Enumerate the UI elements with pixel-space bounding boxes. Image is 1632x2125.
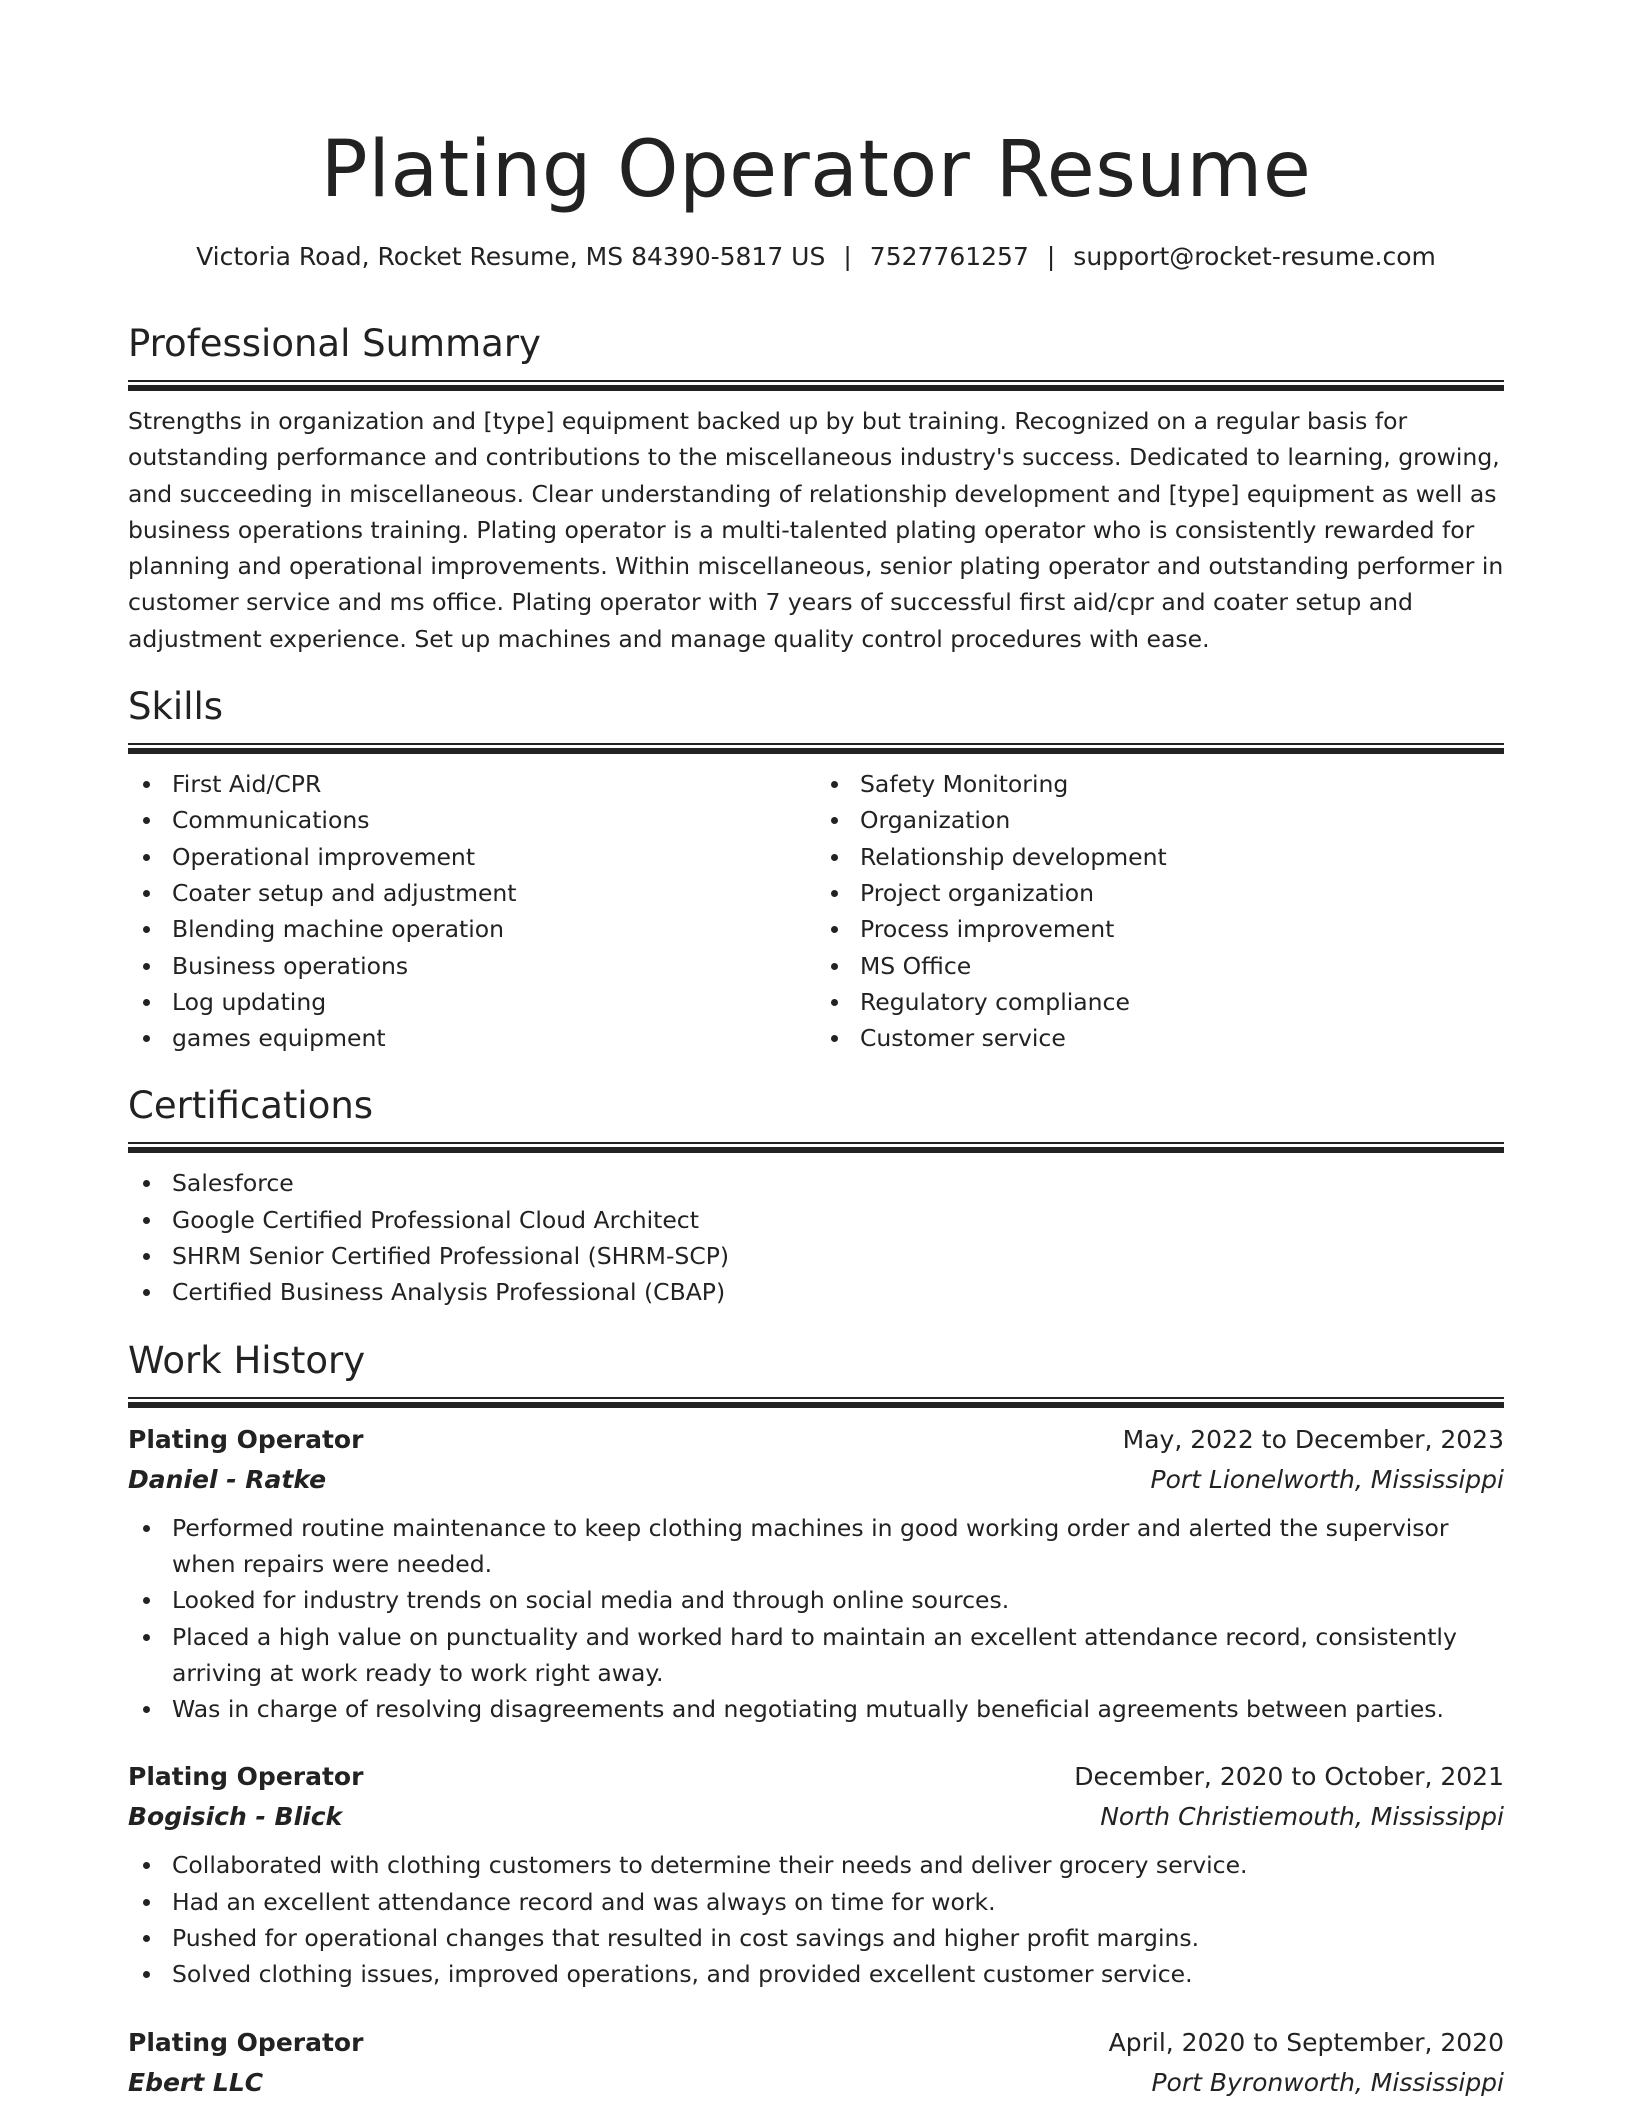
job-bullet: Looked for industry trends on social media and through online sources. (172, 1582, 1504, 1618)
job-location: North Christiemouth, Mississippi (1100, 1802, 1504, 1832)
contact-separator: | (1046, 242, 1056, 271)
skill-item: Operational improvement (172, 839, 816, 875)
skill-item: Regulatory compliance (860, 984, 1504, 1020)
job-bullets (128, 1847, 1504, 1992)
skill-item: Communications (172, 802, 816, 838)
skills-list-left (128, 766, 816, 1056)
job-bullet: Pushed for operational changes that resulted in cost savings and higher profit margins. (172, 1920, 1504, 1956)
certification-item: Google Certified Professional Cloud Architect (172, 1202, 1504, 1238)
skills-section (128, 683, 1504, 1056)
job-company: Bogisich - Blick (128, 1802, 343, 1832)
summary-section (128, 320, 1504, 657)
contact-line (128, 240, 1504, 274)
skill-item: Log updating (172, 984, 816, 1020)
certifications-list (128, 1165, 1504, 1310)
section-divider (128, 1142, 1504, 1153)
skill-item: Coater setup and adjustment (172, 875, 816, 911)
job-dates: May, 2022 to December, 2023 (1122, 1424, 1504, 1454)
skill-item: Customer service (860, 1020, 1504, 1056)
work-history-section (128, 1337, 1504, 2103)
skills-heading: Skills (128, 685, 224, 729)
summary-text: Strengths in organization and [type] equipment backed up by but training. Recognized on a regular basis for outstanding performance and contributions to the miscellaneous industry's success. Dedicated to learning, growing, and succeeding in miscellaneous. Clear understanding of relationship development and [type] equipment as well as business operations training. Plating operator is a multi-talented plating operator who is consistently rewarded for planning and operational improvements. Within miscellaneous, senior plating operator and outstanding performer in customer service and ms office. Plating operator with 7 years of successful first aid/cpr and coater setup and adjustment experience. Set up machines and manage quality control procedures with ease. (128, 407, 1504, 653)
job-company: Ebert LLC (128, 2067, 264, 2097)
job-dates: December, 2020 to October, 2021 (1074, 1762, 1504, 1792)
skill-item: MS Office (860, 948, 1504, 984)
skills-list-right (816, 766, 1504, 1056)
skill-item: Relationship development (860, 839, 1504, 875)
job-company-row (128, 1460, 1504, 1500)
job-entry (128, 2023, 1504, 2103)
skill-item: Safety Monitoring (860, 766, 1504, 802)
job-title: Plating Operator (128, 2027, 364, 2057)
skills-grid (128, 766, 1504, 1056)
job-company-row (128, 1797, 1504, 1837)
skill-item: First Aid/CPR (172, 766, 816, 802)
job-bullet: Collaborated with clothing customers to determine their needs and deliver grocery service. (172, 1847, 1504, 1883)
job-company: Daniel - Ratke (128, 1464, 327, 1494)
job-bullet: Was in charge of resolving disagreements and negotiating mutually beneficial agreements between parties. (172, 1691, 1504, 1727)
job-location: Port Lionelworth, Mississippi (1150, 1464, 1504, 1494)
certification-item: Certified Business Analysis Professional (CBAP) (172, 1274, 1504, 1310)
job-bullet: Performed routine maintenance to keep clothing machines in good working order and alerted the supervisor when repairs were needed. (172, 1510, 1504, 1583)
section-divider (128, 743, 1504, 754)
skill-item: Process improvement (860, 911, 1504, 947)
certification-item: SHRM Senior Certified Professional (SHRM-SCP) (172, 1238, 1504, 1274)
certifications-section (128, 1082, 1504, 1310)
skill-item: Organization (860, 802, 1504, 838)
contact-separator: | (843, 242, 852, 271)
job-bullets (128, 1510, 1504, 1728)
skill-item: Project organization (860, 875, 1504, 911)
resume-title: Plating Operator Resume (320, 125, 1312, 215)
contact-email: support@rocket-resume.com (1073, 242, 1436, 271)
job-header-row (128, 1757, 1504, 1797)
job-company-row (128, 2063, 1504, 2103)
work-history-heading: Work History (128, 1338, 366, 1382)
job-header-row (128, 1420, 1504, 1460)
summary-heading: Professional Summary (128, 322, 541, 365)
job-header-row (128, 2023, 1504, 2063)
certifications-heading: Certifications (128, 1084, 374, 1128)
job-title: Plating Operator (128, 1762, 364, 1792)
certification-item: Salesforce (172, 1165, 1504, 1201)
job-entry (128, 1420, 1504, 1728)
job-dates: April, 2020 to September, 2020 (1108, 2027, 1504, 2057)
contact-address: Victoria Road, Rocket Resume, MS 84390-5817 US (196, 242, 826, 271)
section-divider (128, 380, 1504, 391)
skill-item: Business operations (172, 948, 816, 984)
resume-page (128, 0, 1504, 2125)
job-bullet: Placed a high value on punctuality and worked hard to maintain an excellent attendance record, consistently arriving at work ready to work right away. (172, 1619, 1504, 1692)
job-bullet: Solved clothing issues, improved operations, and provided excellent customer service. (172, 1956, 1504, 1992)
job-location: Port Byronworth, Mississippi (1151, 2067, 1504, 2097)
job-bullet: Had an excellent attendance record and was always on time for work. (172, 1884, 1504, 1920)
section-divider (128, 1397, 1504, 1408)
skill-item: games equipment (172, 1020, 816, 1056)
job-entry (128, 1757, 1504, 1992)
contact-phone: 7527761257 (869, 242, 1029, 271)
skill-item: Blending machine operation (172, 911, 816, 947)
job-title: Plating Operator (128, 1424, 364, 1454)
